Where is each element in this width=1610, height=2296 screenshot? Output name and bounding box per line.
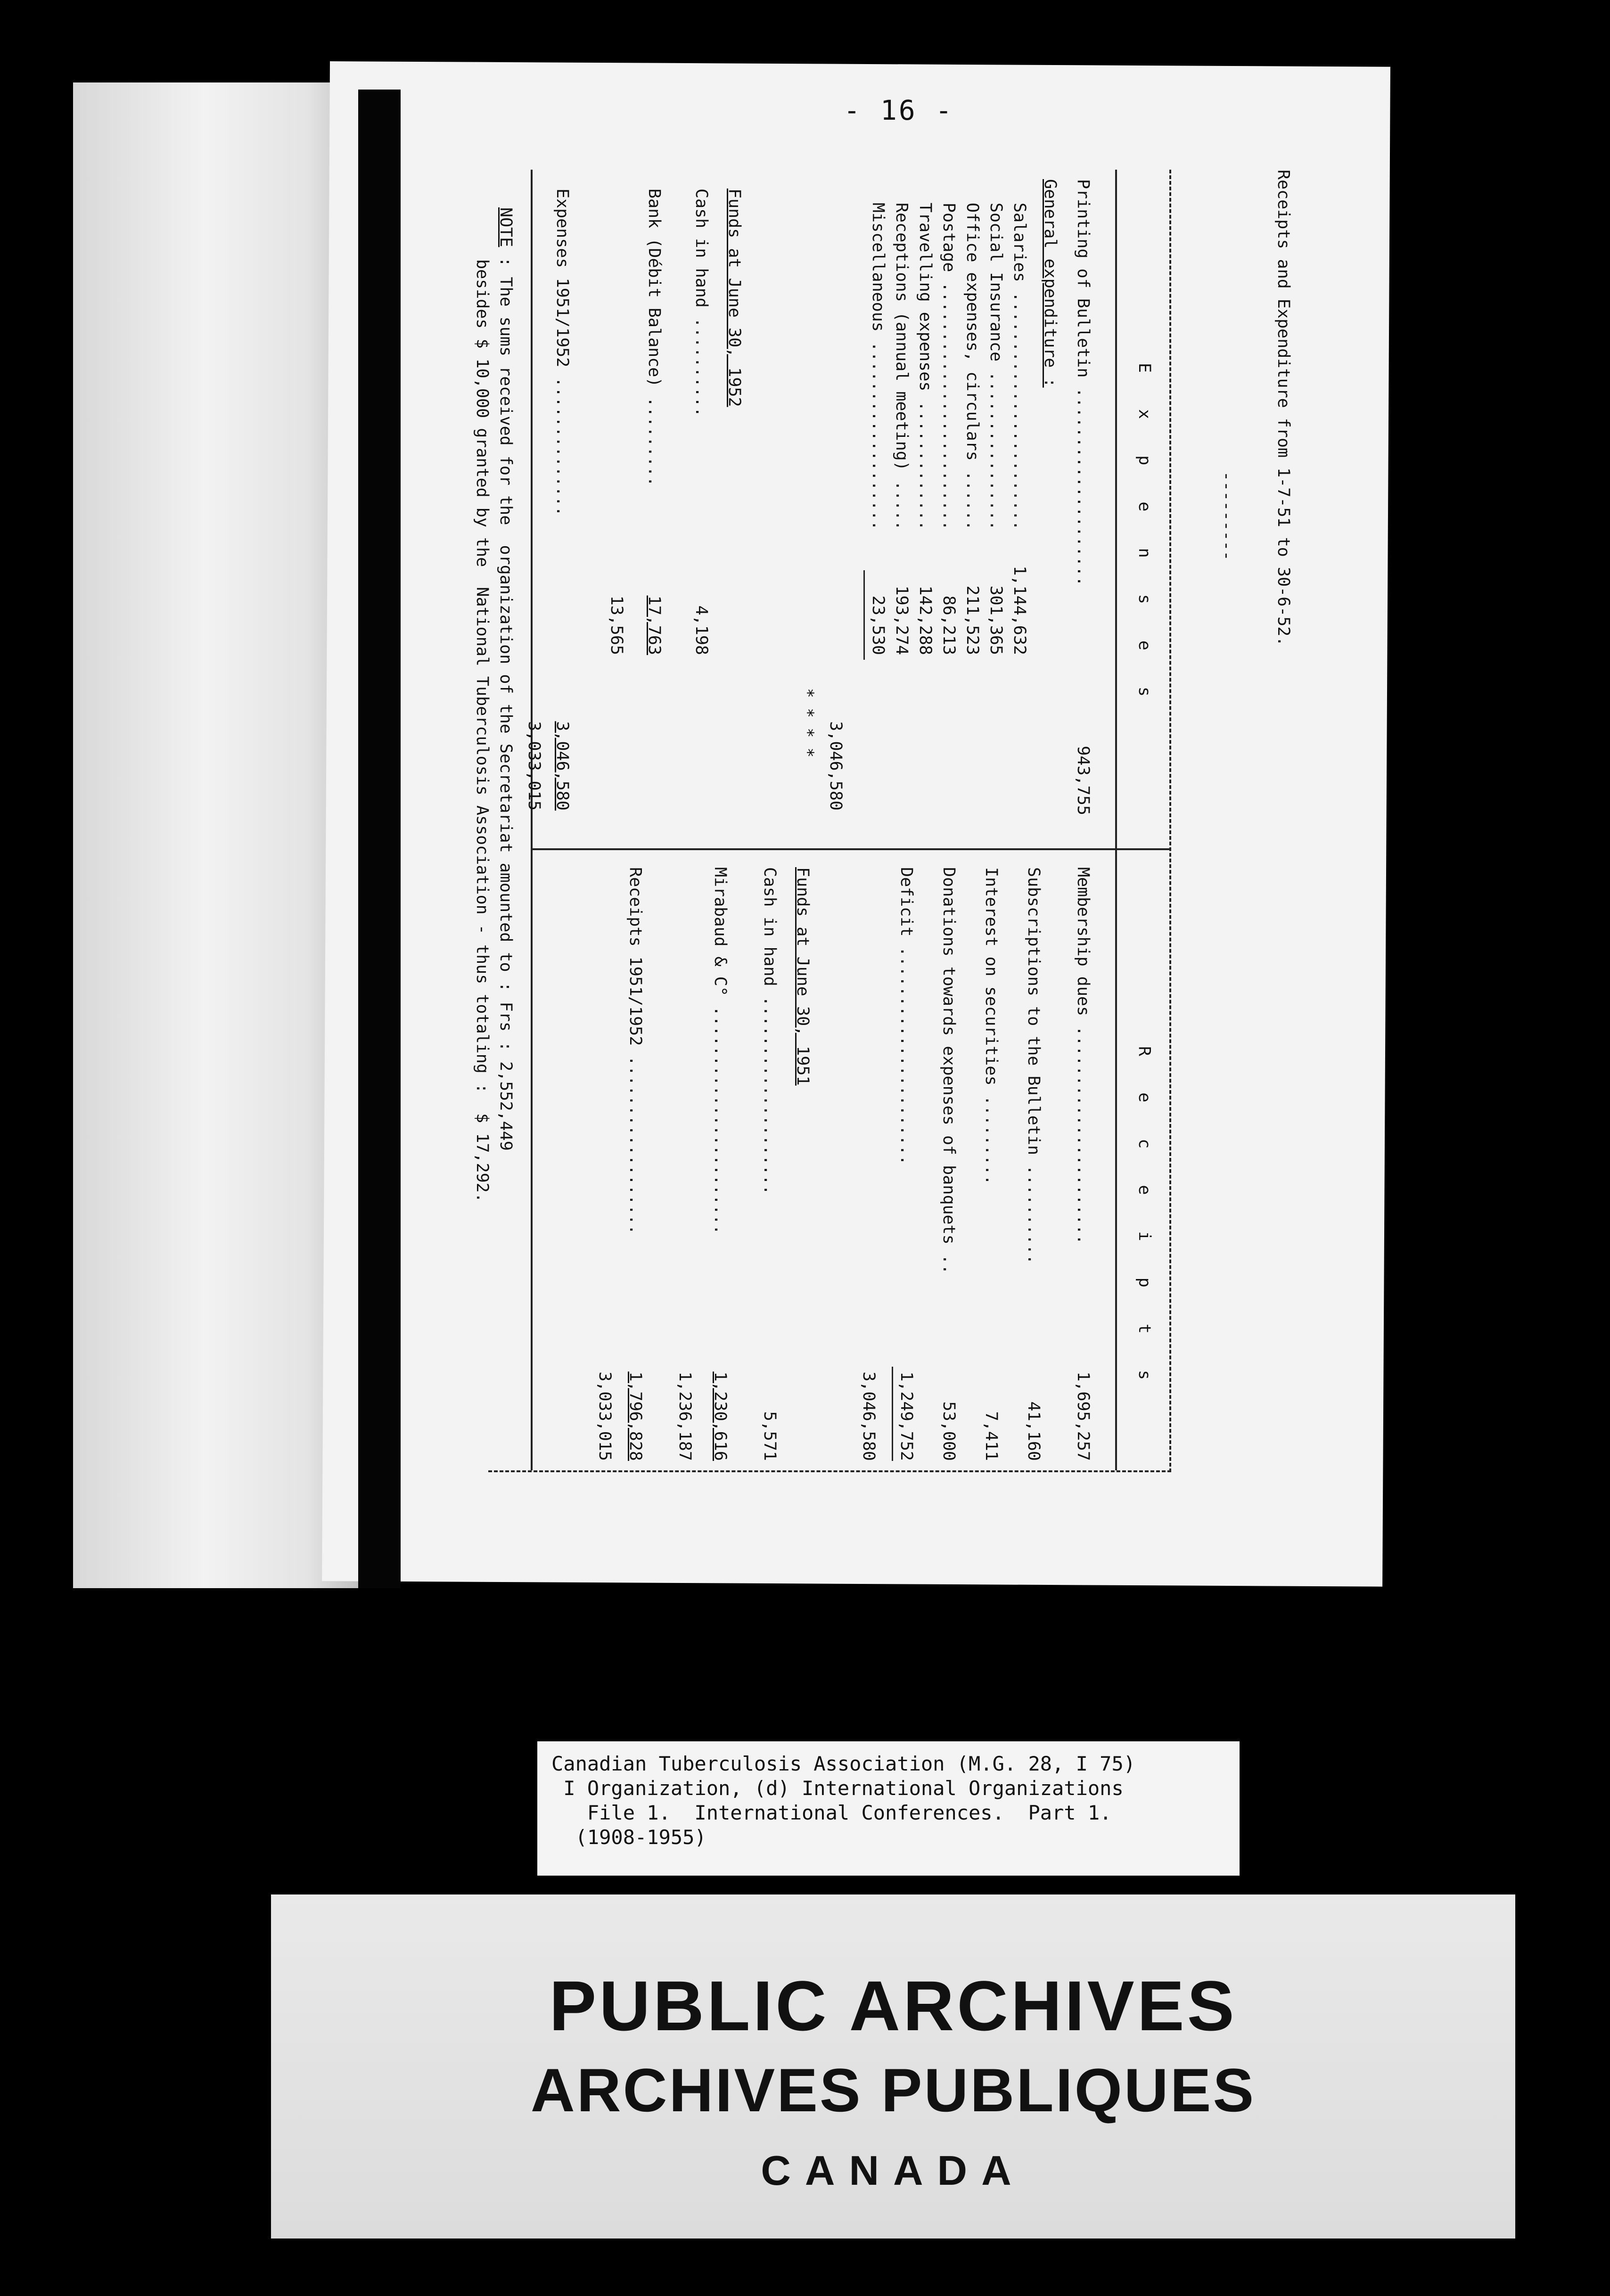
expense-item-value: 301,365 — [986, 585, 1005, 655]
receipt-funds-net: 1,236,187 — [675, 1371, 694, 1461]
header-divider — [1115, 170, 1117, 1470]
receipts-heading: R e c e i p t s — [1135, 1046, 1154, 1394]
expense-item-value: 1,144,632 — [1010, 566, 1029, 655]
receipt-label: Membership dues ...................... — [1074, 867, 1092, 1245]
expense-item-value: 86,213 — [939, 595, 958, 655]
funds-value: 4,198 — [692, 605, 711, 655]
receipt-funds-value: 5,571 — [760, 1411, 779, 1461]
expenses-total-value: 3,046,580 — [553, 721, 572, 811]
receipt-value: 41,160 — [1024, 1401, 1043, 1461]
receipt-value: 7,411 — [982, 1411, 1001, 1461]
funds-net: 13,565 — [607, 595, 626, 655]
expense-item: Travelling expenses ............. — [916, 203, 935, 531]
expense-label: Printing of Bulletin .................... — [1074, 179, 1092, 586]
rotated-statement — [473, 170, 1293, 1494]
receipt-label: Subscriptions to the Bulletin .......... — [1024, 867, 1043, 1264]
receipt-label: Donations towards expenses of banquets .. — [939, 867, 958, 1274]
statement-title: Receipts and Expenditure from 1-7-51 to 30-6-52. — [1274, 170, 1293, 647]
banner-line-country: CANADA — [761, 2147, 1026, 2194]
expense-value: 943,755 — [1074, 746, 1092, 815]
expense-item: Salaries ........................ — [1010, 203, 1029, 531]
public-archives-banner — [271, 1894, 1515, 2239]
page-spine-shadow — [358, 90, 401, 1588]
receipt-value: 1,249,752 — [897, 1371, 916, 1461]
receipt-value: 53,000 — [939, 1401, 958, 1461]
column-divider — [533, 848, 1171, 850]
receipts-grand-total: 3,033,015 — [595, 1371, 614, 1461]
title-rule: --------- — [1217, 471, 1236, 561]
funds-1952-heading: Funds at June 30, 1952 — [725, 189, 744, 407]
archive-label-card — [537, 1741, 1240, 1876]
funds-label: Cash in hand .......... — [692, 189, 711, 417]
page-number: - 16 - — [844, 94, 954, 126]
expense-item-value: 193,274 — [892, 585, 911, 655]
label-line: I Organization, (d) International Organizations — [551, 1777, 1124, 1800]
receipt-label: Interest on securities ......... — [982, 867, 1001, 1185]
receipts-subtotal: 3,046,580 — [859, 1371, 878, 1461]
expense-item-value: 142,288 — [916, 585, 935, 655]
expense-item-value: 23,530 — [869, 595, 887, 655]
receipts-total-value: 1,796,828 — [626, 1371, 645, 1461]
note-line-2: besides $ 10,000 granted by the National Tuberculosis Association - thus totaling : $ 17,292. — [473, 259, 492, 1203]
expense-item: Receptions (annual meeting) ..... — [892, 203, 911, 531]
left-page-edge — [73, 82, 365, 1588]
receipt-funds-value: 1,230,616 — [711, 1371, 730, 1461]
general-expenditure-heading: General expenditure : — [1041, 179, 1060, 388]
expense-item-value: 211,523 — [963, 585, 982, 655]
receipt-value: 1,695,257 — [1074, 1371, 1092, 1461]
subtotal-rule — [863, 570, 865, 660]
expenses-total-label: Expenses 1951/1952 .............. — [553, 189, 572, 517]
section-stars: * * * * — [798, 688, 817, 758]
expense-item: Office expenses, circulars ...... — [963, 203, 982, 531]
expense-item: Miscellaneous ................... — [869, 203, 887, 531]
expense-item: Postage ......................... — [939, 203, 958, 531]
receipt-funds-label: Mirabaud & C° ....................... — [711, 867, 730, 1235]
receipt-label: Deficit ...................... — [897, 867, 916, 1165]
expenses-subtotal: 3,046,580 — [826, 721, 845, 811]
expenses-heading: E x p e n s e s — [1135, 363, 1154, 710]
funds-1951-heading: Funds at June 30, 1951 — [793, 867, 812, 1086]
receipt-funds-label: Cash in hand .................... — [760, 867, 779, 1195]
receipts-total-label: Receipts 1951/1952 .................. — [626, 867, 645, 1235]
label-line: File 1. International Conferences. Part 1. — [551, 1801, 1112, 1824]
table-bottom-rule — [531, 170, 533, 1470]
banner-line-english: PUBLIC ARCHIVES — [549, 1966, 1237, 2045]
label-line: (1908-1955) — [551, 1826, 706, 1849]
expense-item: Social Insurance ................ — [986, 203, 1005, 531]
funds-label: Bank (Débit Balance) ......... — [645, 189, 664, 487]
subtotal-rule — [892, 1367, 893, 1461]
expenses-grand-total: 3,033,015 — [525, 721, 543, 811]
banner-line-french: ARCHIVES PUBLIQUES — [530, 2056, 1256, 2124]
table-frame — [488, 170, 1171, 1472]
label-line: Canadian Tuberculosis Association (M.G. 28, I 75) — [551, 1752, 1136, 1775]
note-line-1: NOTE : The sums received for the organization of the Secretariat amounted to : Frs : 2,552,449 — [496, 207, 515, 1151]
funds-value: 17,763 — [645, 595, 664, 655]
